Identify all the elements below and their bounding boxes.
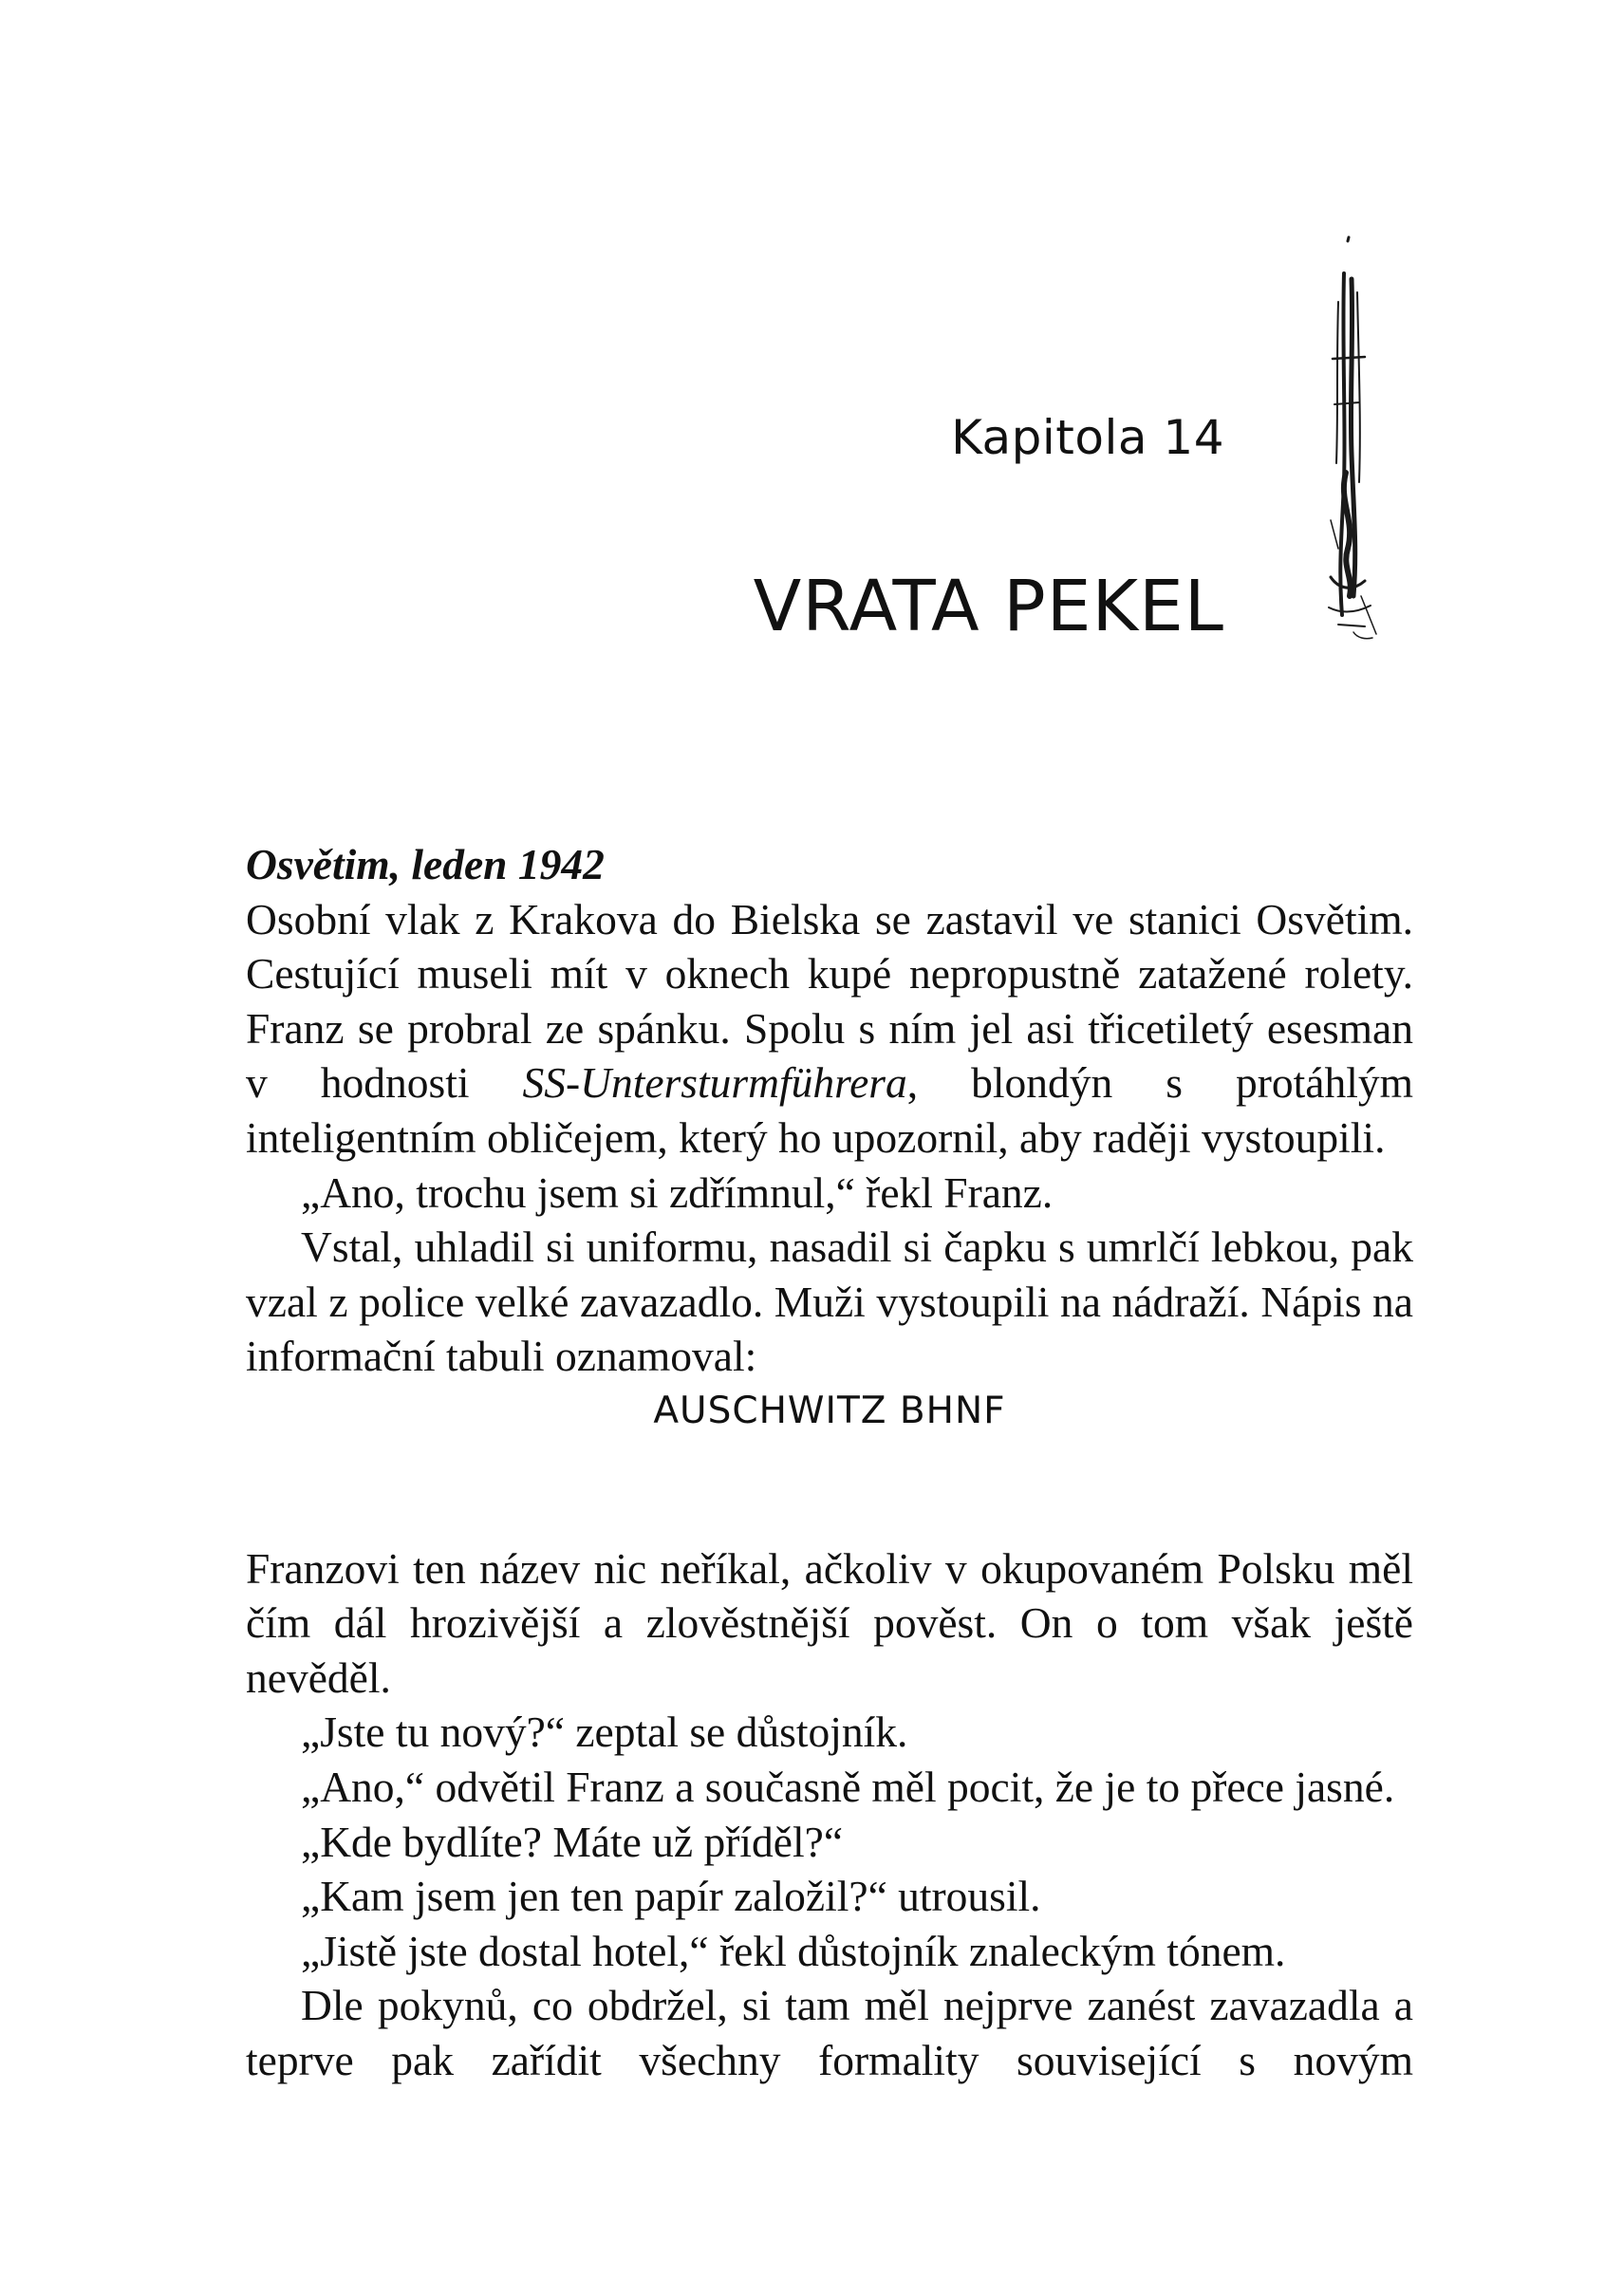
paragraph-2: „Ano, trochu jsem si zdřímnul,“ řekl Franz. bbox=[301, 1167, 1054, 1217]
paragraph-10: Dle pokynů, co obdržel, si tam měl nejprve zanést zavazadla a teprve pak zařídit všechny formality související s novým bbox=[246, 1981, 1413, 2084]
chapter-title: VRATA PEKEL bbox=[753, 566, 1224, 647]
paragraph-9: „Jistě jste dostal hotel,“ řekl důstojník znaleckým tónem. bbox=[301, 1926, 1286, 1975]
paragraph-3: Vstal, uhladil si uniformu, nasadil si čapku s umrlčí lebkou, pak vzal z police velké zavazadlo. Muži vystoupili na nádraží. Nápis na informační tabuli oznamoval: bbox=[246, 1223, 1413, 1381]
paragraph-8: „Kam jsem jen ten papír založil?“ utrousil. bbox=[301, 1872, 1041, 1921]
paragraph-5: „Jste tu nový?“ zeptal se důstojník. bbox=[301, 1708, 908, 1757]
station-sign-text: AUSCHWITZ BHNF bbox=[653, 1389, 1006, 1432]
paragraph-6: „Ano,“ odvětil Franz a současně měl pocit, že je to přece jasné. bbox=[301, 1762, 1395, 1811]
paragraph-1 bbox=[246, 892, 1413, 1166]
section-spacer bbox=[246, 1439, 1413, 1541]
place-date-heading: Osvětim, leden 1942 bbox=[246, 840, 605, 888]
chapter-number: Kapitola 14 bbox=[951, 410, 1224, 465]
paragraph-1-part-b: , blondýn s protáhlým inteligentním obličejem, který ho upozornil, aby raději vystoupili. bbox=[246, 1058, 1413, 1162]
paragraph-1-part-a: Osobní vlak z Krakova do Bielska se zastavil ve stanici Osvětim. Cestující museli mít v oknech kupé nepropustně zatažené rolety. Franz se probral ze spánku. Spolu s ním jel asi třicetiletý esesman v hodnosti bbox=[246, 894, 1413, 1108]
ink-brush-ornament-icon bbox=[1310, 235, 1386, 644]
chapter-body bbox=[246, 837, 1413, 2087]
paragraph-7: „Kde bydlíte? Máte už příděl?“ bbox=[301, 1817, 844, 1866]
paragraph-4: Franzovi ten název nic neříkal, ačkoliv v okupovaném Polsku měl čím dál hrozivější a zlověstnější pověst. On o tom však ještě nevěděl. bbox=[246, 1543, 1413, 1702]
rank-name: SS-Untersturmführera bbox=[522, 1058, 907, 1108]
